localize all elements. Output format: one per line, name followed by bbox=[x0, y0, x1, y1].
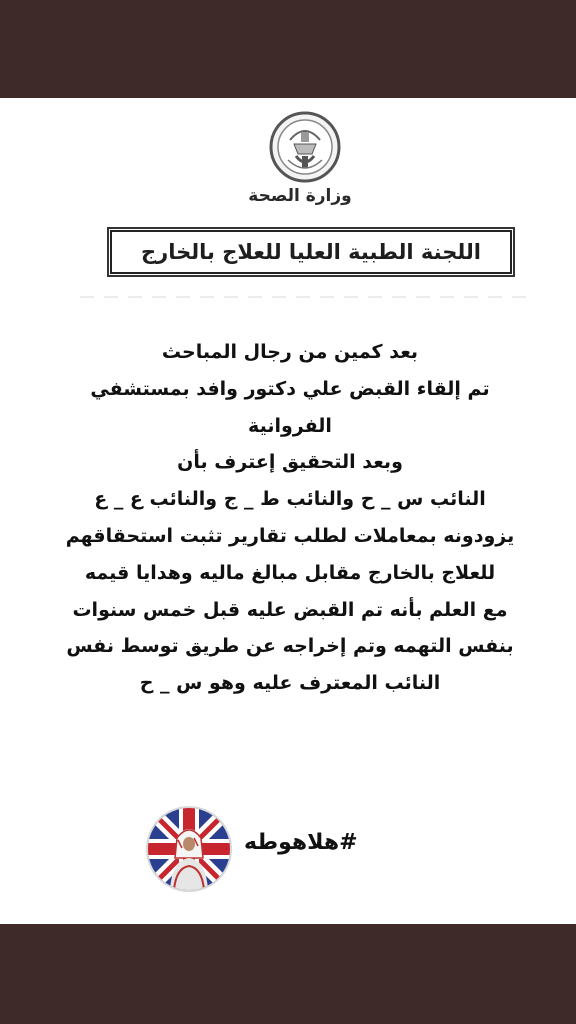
kuwait-emblem-icon bbox=[268, 110, 342, 184]
committee-title: اللجنة الطبية العليا للعلاج بالخارج bbox=[140, 240, 482, 264]
union-jack-avatar-icon bbox=[146, 806, 232, 892]
faint-divider bbox=[80, 296, 530, 298]
body-line: بنفس التهمه وتم إخراجه عن طريق توسط نفس bbox=[66, 635, 514, 658]
body-line: وبعد التحقيق إعترف بأن bbox=[177, 451, 403, 474]
top-band bbox=[0, 0, 576, 98]
body-line: يزودونه بمعاملات لطلب تقارير تثبت استحقاقهم bbox=[65, 524, 515, 547]
body-line: النائب س _ ح والنائب ط _ ج والنائب ع _ ع bbox=[94, 488, 486, 511]
body-line: بعد كمين من رجال المباحث bbox=[161, 341, 419, 363]
bottom-band bbox=[0, 924, 576, 1024]
body-line: الفروانية bbox=[248, 414, 332, 437]
ministry-name: وزارة الصحة bbox=[248, 186, 352, 206]
body-line: مع العلم بأنه تم القبض عليه قبل خمس سنوات bbox=[72, 598, 508, 621]
document-page bbox=[0, 98, 576, 924]
avatar-image bbox=[148, 808, 230, 890]
body-line: للعلاج بالخارج مقابل مبالغ ماليه وهدايا قيمه bbox=[84, 561, 496, 584]
body-line: تم إلقاء القبض علي دكتور وافد بمستشفي bbox=[90, 377, 490, 400]
committee-title-box bbox=[110, 230, 512, 274]
body-text bbox=[30, 334, 550, 702]
hashtag[interactable]: #هلاهوطه bbox=[244, 830, 358, 855]
body-line: النائب المعترف عليه وهو س _ ح bbox=[139, 672, 441, 695]
